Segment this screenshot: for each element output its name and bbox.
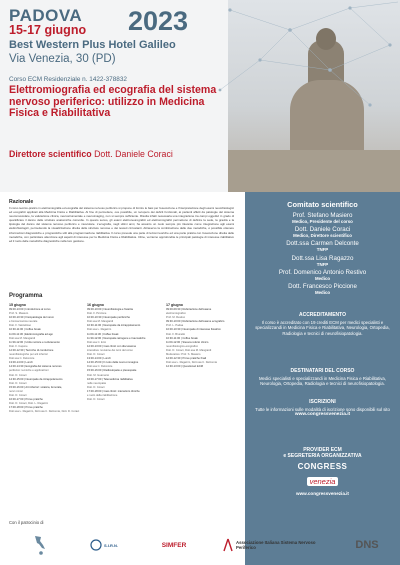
registration-title: ISCRIZIONI [309,399,336,405]
provider-subtitle: e SEGRETERIA ORGANIZZATIVA [283,453,362,459]
committee-member [245,255,400,267]
schedule-item: 11:00-12:00 | Stesura referto clinico [166,340,209,344]
schedule-item: Dott. D. Coraci, Dott. L. Ragazzo [9,402,49,406]
sirn-logo [69,530,139,560]
schedule-item: Moderatore: Prof. S. Masiero [166,353,201,357]
schedule-item: 15:00-16:00 | Arti inferiori: sciatica, femorale, [9,385,63,389]
schedule-item: 11:30-12:00 | Neuropatie iatrogene e traumatiche [87,336,146,340]
italy-map-logo [9,530,69,560]
logo-line-2: venezia [307,477,339,486]
committee-member [245,226,400,238]
schedule-item: 09:00-10:00 | Neurofisiologia e fisiatria [87,308,133,311]
schedule-item: 14:30-15:00 | Neuropatie da intrappolamento [9,377,63,381]
schedule-item: Dott.ssa L. Ragazzo, Dott.ssa C. Delcomte, Dott. D. Coraci [9,410,80,414]
day-date: 15 giugno [9,303,26,307]
schedule-item: 09:30-10:00 | Refertazione dell'esame ecografico [166,320,225,324]
schedule-item: Dott. D. Coraci, Dott.ssa M. Mangiardi [166,348,212,352]
schedule-item: Dott. F. Vaticelloso [9,324,32,328]
committee-member [245,212,400,224]
event-year: 2023 [128,6,189,36]
scientific-director [9,149,173,159]
course-title: Elettromiografia ed ecografia del sistema nervoso periferico: utilizzo in Medicina Fisica e Riabilitativa [9,84,217,120]
event-dates: 15-17 giugno [9,23,87,37]
provider-title: PROVIDER ECM [303,447,342,453]
schedule-item: e ruolo della riabilitazione [87,393,118,397]
member-role: TNFP [316,247,329,253]
schedule-item: Dott.ssa C. Delcomte [87,365,113,369]
patronage-logos [9,530,395,560]
event-venue: Best Western Plus Hotel Galileo [9,39,176,51]
recipients-title: DESTINATARI DEL CORSO [290,368,355,374]
dns-logo [339,530,395,560]
schedule-item: 12:00-12:30 | Tecniche di conduzione [9,348,54,352]
director-name: Dott. Daniele Coraci [94,149,173,159]
schedule-item: Prof. L. Padua [166,324,184,328]
program-day-3 [166,303,242,369]
schedule-item: 15:00-16:00 | Radiculopatie e plessopatie [87,369,137,373]
day-date: 16 giugno [87,303,104,307]
rationale-text: Il corso teorico-pratico in elettromiografia ed ecografia del sistema nervoso periferico si propone di fornire le basi per l'esecuzione e l'interpretazione degli esami neurofisiologici ed ecografici applicati alla Medicina Fisica e Riabilitativa. Al fine di permettere, ove possibile, un recupero dei deficit funzionali, ai pazienti affetti da patologie del sistema neuromuscolare, la valutazione clinica, neurostrumentale e neuroimaging, non si sempre sufficiente. Risulta infatti necessaria una integrazione tra campi oggettivi in grado di quantificare il danno delle strutture anatomiche coinvolte. In questo senso, gli esami elettroneurografici ed elettromiografici permettono di definire la sede, la gravità e la tipologia del danno del sistema nervoso periferico e muscolare. L'ecografia, negli ultimi anni, ha assunto un ruolo sempre più rilevante come integrazione agli esami elettrofisiologici, permettendo la visualizzazione diretta delle strutture nervose e dei tessuti circostanti. Attraverso la combinazione delle due metodiche, è possibile ottenere informazioni diagnostiche e prognostiche utili alla programmazione riabilitativa. Il corso prevede una parte di lezioni teoriche ed una parte pratica con l'esecuzione diretta delle metodiche, con particolare attenzione agli aspetti di interesse per la Medicina Fisica e Riabilitativa. Infine, verranno approfondite le principali patologie di interesse riabilitativo ed il ruolo delle metodiche diagnostiche nella loro gestione. [9,206,234,243]
schedule-item: neurofisiologiche per arti inferiori [9,353,48,357]
member-name: Prof. Stefano Masiero [292,212,353,219]
registration-section [245,399,400,418]
schedule-item: 11:30-12:00 | Unità motorie e reclutamento [9,340,60,344]
recipients-text: Medici specialisti e specializzandi in Medicina Fisica e Riabilitativa, Neurologia, Ortopedia, Radiologia e tecnici di neurofisiopatologia. [258,376,387,387]
schedule-item: 10:00-10:30 | Fisiopatologia del nervo [9,316,54,320]
schedule-item: Dott. D. Coraci [87,398,105,402]
schedule-item: Prof. S. Masiero [9,312,29,316]
schedule-item: 11:00-11:30 | Coffee break [87,332,119,336]
schedule-item: 14:00-15:00 | Il ruolo della neuro-immagine [87,361,139,365]
schedule-item: 14:00-14:30 | Ecografia del sistema nervoso [9,365,62,369]
schedule-item: 12:00-12:30 | Prove pratiche finali [166,357,207,361]
member-role: TNFP [316,261,329,267]
schedule-item: Dott. M. Guarnerio [87,373,110,377]
schedule-item: Dott.ssa L. Ragazzo [87,328,112,332]
schedule-item: periferico: tecniche e applicazioni [9,369,49,373]
schedule-item: 10:30-11:00 | Coffee break [166,336,198,340]
event-address: Via Venezia, 30 (PD) [9,53,116,65]
schedule-item: interattiva: revisione dei turni del corso [87,348,133,352]
schedule-item: Dott.ssa C. Erro [87,340,107,344]
aisnp-name: Associazione Italiana Sistema Nervoso Periferico [236,540,316,550]
rationale-heading: Razionale [9,199,34,205]
provider-section [245,447,400,496]
hero-banner [0,0,400,192]
schedule-item: 10:30-11:00 | Coffee break [9,328,41,332]
congress-venezia-logo [283,462,363,489]
schedule-item: Dott.ssa L. Ragazzo, Dott.ssa C. Delcomte [166,361,218,365]
scientific-committee [245,200,400,297]
schedule-item: Dott. D. Coraci [9,373,27,377]
accreditation-section [245,312,400,336]
schedule-item: Dott. D. Coraci [87,385,105,389]
member-name: Dott. Francesco Piccione [288,283,357,291]
schedule-item: Prof. M. Restivo [166,316,186,320]
schedule-item: nelle neuropatie [87,381,107,385]
course-rationale [9,199,234,243]
schedule-item: 12:30-13:00 | Questionari ECM [166,365,203,369]
schedule-item: 16:00-17:00 | Telemedicina riabilitativa [87,377,133,381]
day-schedule [9,308,84,414]
schedule-item: e biomeccanica neurale [9,320,38,324]
registration-link[interactable]: www.congressvenezia.it [294,412,351,418]
committee-member [245,283,400,295]
director-label: Direttore scientifico [9,149,92,159]
committee-member [245,240,400,252]
day-date: 17 giugno [166,303,183,307]
program-title: Programma [9,293,43,299]
committee-title: Comitato scientifico [287,200,358,209]
schedule-item: neurofisiologico-ecografico [166,344,198,348]
schedule-item: 16:00-17:00 | Prove pratiche [9,398,43,402]
schedule-item: 09:00-09:30 | Refertazione dell'esame [166,308,212,311]
logo-line-1: CONGRESS [297,462,348,471]
simfer-name: SIMFER [161,541,187,549]
schedule-item: 17:00-18:00 | Prove pratiche [9,406,43,410]
day-schedule [87,308,163,402]
registration-text: Tutte le informazioni sulle modalità di iscrizione sono disponibili sul sito [255,407,390,412]
committee-member [245,269,400,281]
patronage-label: Con il patrocinio di [9,520,44,525]
member-name: Dott.ssa Lisa Ragazzo [291,254,354,262]
schedule-item: 10:00-10:30 | Neuropatie di interesse fisiatrico [166,328,221,332]
schedule-item: 10:30-11:00 | Neuropatie da intrappolamento [87,324,141,328]
schedule-item: 11:00-11:30 | Elettromiografia ad ago [9,332,53,336]
schedule-item: 09:00-13:00 | Introduzione al corso [9,308,51,311]
program-day-2 [87,303,163,402]
recipients-section [245,368,400,387]
schedule-item: 13:00-14:00 | Lunch [9,361,33,365]
schedule-item: Dott.ssa C. Delcomte [9,357,35,361]
schedule-item: Dott. F. Brunello [166,332,186,336]
member-role: Medico [314,275,331,281]
member-name: Dott.ssa Carmen Delconte [286,240,359,248]
sirn-name: S.I.R.N. [103,542,118,548]
provider-link[interactable]: www.congressvenezia.it [296,491,349,496]
schedule-item: Dott. D. Coraci [9,393,27,397]
schedule-item: Dott. F. Capone [9,344,28,348]
aisnp-logo [209,530,329,560]
member-name: Dott. Daniele Coraci [294,226,351,234]
member-role: Medico, Presidente del corso [292,219,353,224]
member-role: Medico, Direttore scientifico [293,233,352,239]
program-day-1 [9,303,84,414]
member-name: Prof. Domenico Antonio Restivo [278,268,367,276]
event-city: PADOVA [9,6,83,25]
member-role: Medico [314,290,331,296]
schedule-item: 17:00-18:00 | Casi clinici: interazioni cliniche [87,389,140,393]
ecm-code: Corso ECM Residenziale n. 1422-378832 [9,76,127,83]
schedule-item: 10:00-10:30 | Neuropatie periferiche [87,316,130,320]
schedule-item: Dott.ssa M. Mangiardi [87,320,114,324]
simfer-logo [139,530,209,560]
accreditation-text: Il corso è accreditato con 19 crediti ECM per medici specialisti e specializzandi in Medicina Fisica e Riabilitativa, Neurologia, Ortopedia, Radiologia e tecnici di neurofisiopatologia. [255,320,390,336]
schedule-item: Dott. D. Coraci [87,353,105,357]
day-schedule [166,308,242,369]
schedule-item: Dott. F. Piccione [87,312,107,316]
schedule-item: 13:00-14:00 | Lunch [87,357,111,361]
schedule-item: 12:00-13:00 | Casi clinici con discussione [87,344,137,348]
schedule-item: Dott.ssa M. Mangiardi [9,336,36,340]
schedule-item: Dott. D. Coraci [9,381,27,385]
accreditation-title: ACCREDITAMENTO [298,312,347,318]
info-panel [245,192,400,565]
schedule-item: elettromiografico [166,312,186,316]
schedule-item: nervi minori [9,389,23,393]
dns-name: DNS [355,539,379,551]
